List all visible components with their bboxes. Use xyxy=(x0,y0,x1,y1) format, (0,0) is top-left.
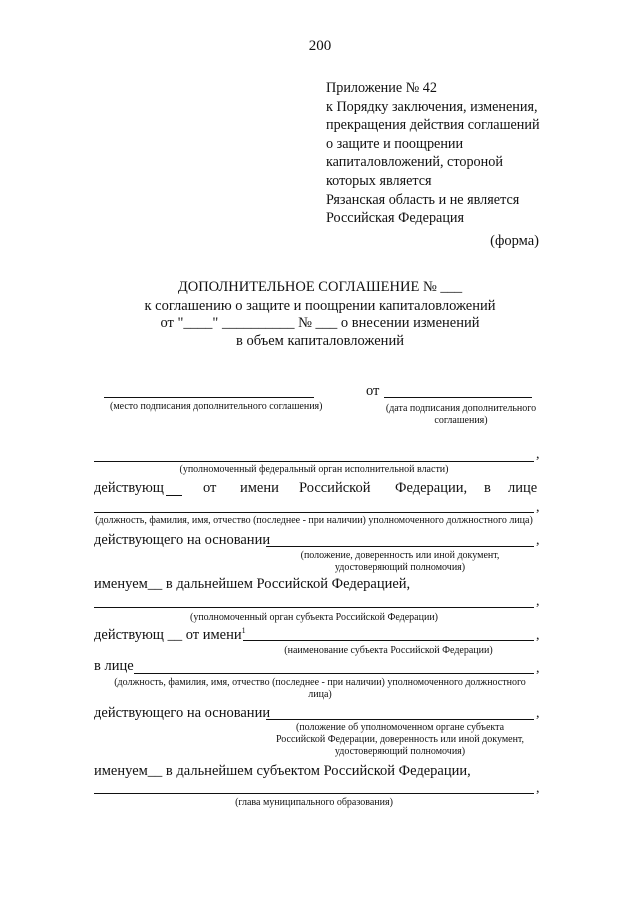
acting-text: Российской xyxy=(299,480,371,496)
document-subtitle: в объем капиталовложений xyxy=(236,333,404,349)
acting-text: имени xyxy=(240,480,279,496)
appendix-line: которых является xyxy=(326,172,432,189)
official2-caption: (должность, фамилия, имя, отчество (последнее - при наличии) уполномоченного должностного лица) xyxy=(114,677,526,700)
appendix-header xyxy=(326,79,540,228)
named-subject-text: именуем__ в дальнейшем субъектом Российской Федерации, xyxy=(94,763,471,779)
basis-label-2: действующего на основании xyxy=(94,705,271,721)
form-label: (форма) xyxy=(490,233,539,249)
municipal-caption: (глава муниципального образования) xyxy=(235,797,393,808)
document-subtitle: к соглашению о защите и поощрении капиталовложений xyxy=(144,298,496,314)
basis2-caption: (положение об уполномоченном органе субъекта Российской Федерации, доверенность или иной документ, удостоверяющий полномочия) xyxy=(275,722,525,757)
official-field[interactable] xyxy=(94,512,534,513)
subject-organ-field[interactable] xyxy=(94,607,534,608)
acting-text: действующ xyxy=(94,480,164,496)
basis-caption: (положение, доверенность или иной документ, удостоверяющий полномочия) xyxy=(300,550,500,573)
place-field[interactable] xyxy=(104,397,314,398)
basis-label: действующего на основании xyxy=(94,532,271,548)
date-prefix: от xyxy=(366,383,380,399)
document-title: ДОПОЛНИТЕЛЬНОЕ СОГЛАШЕНИЕ № ___ xyxy=(177,279,463,295)
date-caption: (дата подписания дополнительного соглашения) xyxy=(385,403,537,426)
appendix-line: прекращения действия соглашений xyxy=(326,117,540,134)
subject-name-field[interactable] xyxy=(243,640,534,641)
official2-field[interactable] xyxy=(134,673,534,674)
acting-subject-text: действующ __ от имени$^1$ xyxy=(94,626,246,643)
acting-text: лице xyxy=(508,480,538,496)
appendix-line: Приложение № 42 xyxy=(326,80,437,96)
in-person-label: в лице xyxy=(94,658,134,674)
acting-text: в xyxy=(484,480,491,496)
subject-organ-caption: (уполномоченный орган субъекта Российской Федерации) xyxy=(189,612,439,623)
named-rf-text: именуем__ в дальнейшем Российской Федерацией, xyxy=(94,576,411,592)
municipal-field[interactable] xyxy=(94,793,534,794)
basis-field[interactable] xyxy=(266,546,534,547)
appendix-line: к Порядку заключения, изменения, xyxy=(326,98,538,115)
place-caption: (место подписания дополнительного соглашения) xyxy=(110,401,323,412)
document-subtitle: от "____" __________ № ___ о внесении изменений xyxy=(160,315,480,331)
appendix-line: Рязанская область и не является xyxy=(326,191,520,208)
acting-text: Федерации, xyxy=(395,480,468,496)
federal-organ-field[interactable] xyxy=(94,461,534,462)
ending-field[interactable] xyxy=(166,495,182,496)
date-field[interactable] xyxy=(384,397,532,398)
basis2-field[interactable] xyxy=(266,719,534,720)
appendix-line: о защите и поощрении xyxy=(326,135,464,152)
page-number: 200 xyxy=(308,38,332,54)
appendix-line: Российская Федерация xyxy=(326,210,465,227)
appendix-line: капиталовложений, стороной xyxy=(326,154,503,171)
federal-organ-caption: (уполномоченный федеральный орган исполнительной власти) xyxy=(179,464,449,475)
official-caption: (должность, фамилия, имя, отчество (последнее - при наличии) уполномоченного должностного лица) xyxy=(95,515,533,526)
acting-text: от xyxy=(203,480,217,496)
subject-name-caption: (наименование субъекта Российской Федерации) xyxy=(284,645,493,656)
